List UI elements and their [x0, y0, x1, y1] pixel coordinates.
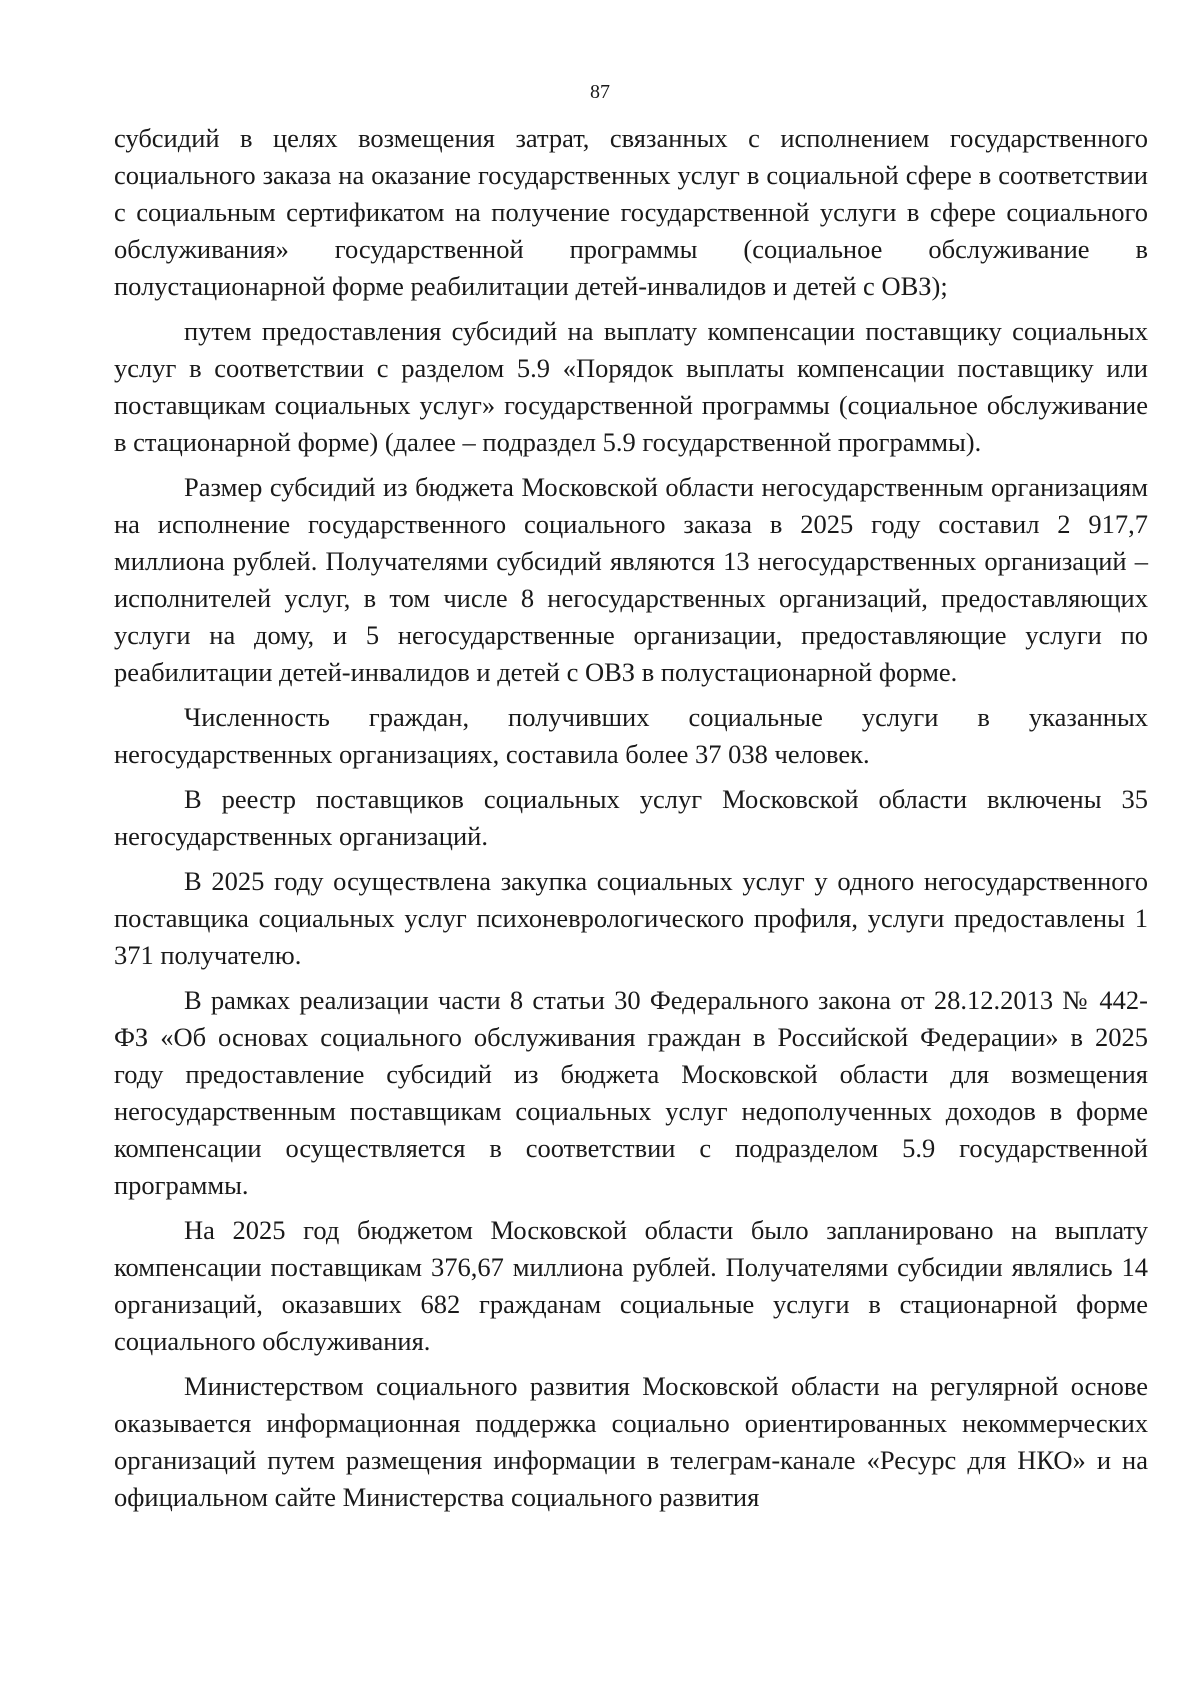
paragraph-federal-law: В рамках реализации части 8 статьи 30 Федерального закона от 28.12.2013 № 442-ФЗ «Об основах социального обслуживания граждан в Российской Федерации» в 2025 году предоставление субсидий из бюджета Московской области для возмещения негосударственным поставщикам социальных услуг недополученных доходов в форме компенсации осуществляется в соответствии с подразделом 5.9 государственной программы.	[114, 985, 1148, 1200]
paragraph-compensation-subsidies: путем предоставления субсидий на выплату компенсации поставщику социальных услуг в соответствии с разделом 5.9 «Порядок выплаты компенсации поставщику или поставщикам социальных услуг» государственной программы (социальное обслуживание в стационарной форме) (далее – подраздел 5.9 государственной программы).	[114, 316, 1148, 457]
paragraph-provider-registry: В реестр поставщиков социальных услуг Московской области включены 35 негосударственных организаций.	[114, 784, 1148, 851]
page-number: 87	[590, 81, 610, 103]
paragraph-subsidy-size: Размер субсидий из бюджета Московской области негосударственным организациям на исполнение государственного социального заказа в 2025 году составил 2 917,7 миллиона рублей. Получателями субсидий являются 13 негосударственных организаций – исполнителей услуг, в том числе 8 негосударственных организаций, предоставляющих услуги на дому, и 5 негосударственные организации, предоставляющие услуги по реабилитации детей-инвалидов и детей с ОВЗ в полустационарной форме.	[114, 472, 1148, 687]
document-body	[114, 120, 1148, 1524]
paragraph-budget-2025: На 2025 год бюджетом Московской области было запланировано на выплату компенсации поставщикам 376,67 миллиона рублей. Получателями субсидии являлись 14 организаций, оказавших 682 гражданам социальные услуги в стационарной форме социального обслуживания.	[114, 1215, 1148, 1356]
paragraph-information-support: Министерством социального развития Московской области на регулярной основе оказывается информационная поддержка социально ориентированных некоммерческих организаций путем размещения информации в телеграм-канале «Ресурс для НКО» и на официальном сайте Министерства социального развития	[114, 1371, 1148, 1512]
paragraph-continuation: субсидий в целях возмещения затрат, связанных с исполнением государственного социального заказа на оказание государственных услуг в социальной сфере в соответствии с социальным сертификатом на получение государственной услуги в сфере социального обслуживания» государственной программы (социальное обслуживание в полустационарной форме реабилитации детей-инвалидов и детей с ОВЗ);	[114, 123, 1148, 301]
paragraph-procurement: В 2025 году осуществлена закупка социальных услуг у одного негосударственного поставщика социальных услуг психоневрологического профиля, услуги предоставлены 1 371 получателю.	[114, 866, 1148, 970]
paragraph-citizens-count: Численность граждан, получивших социальные услуги в указанных негосударственных организациях, составила более 37 038 человек.	[114, 702, 1148, 769]
